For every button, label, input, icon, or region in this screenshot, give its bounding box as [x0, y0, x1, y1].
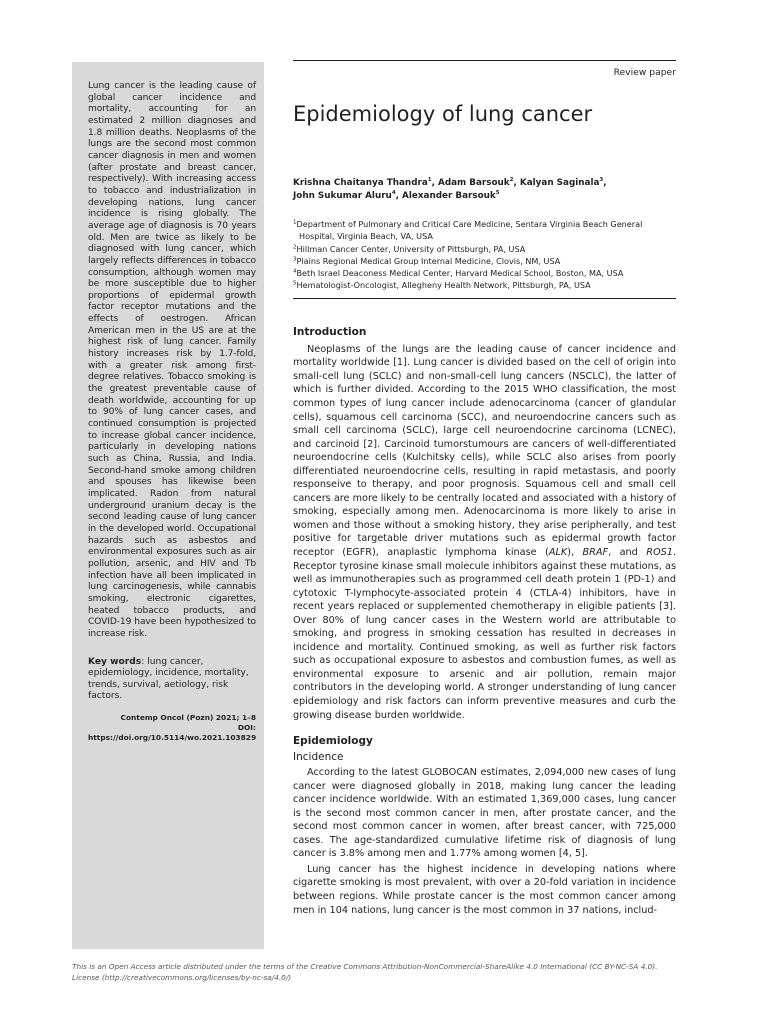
- abstract-sidebar: [72, 62, 264, 949]
- header-rule: [293, 60, 676, 61]
- author-list: [293, 177, 676, 203]
- license-text: This is an Open Access article distributed under the terms of the Creative Commons Attribution-NonCommercial-ShareAlike 4.0 International (CC BY-NC-SA 4.0).: [72, 962, 658, 971]
- author: John Sukumar Aluru$^4$,: [293, 190, 403, 201]
- citation-journal: Contemp Oncol (Pozn) 2021; 1–8: [120, 713, 256, 723]
- keywords: [88, 657, 256, 704]
- article-type-label: Review paper: [613, 67, 676, 78]
- citation: [88, 713, 256, 743]
- author: Krishna Chaitanya Thandra$^1$,: [293, 177, 439, 188]
- keywords-list: : lung cancer, epidemiology, incidence, mortality, trends, survival, aetiology, risk factors.: [88, 656, 249, 702]
- epidemiology-paragraph: According to the latest GLOBOCAN estimates, 2,094,000 new cases of lung cancer were diagnosed globally in 2018, making lung cancer the leading cancer incidence worldwide. With an estimated 1,369,000 cases, lung cancer is the second most common cancer in men, after prostate cancer, and the second most common cancer in women, after breast cancer, with 725,000 cases. The age-standardized cumulative lifetime risk of diagnosis of lung cancer is 3.8% among men and 1.77% among women [4, 5].: [293, 767, 676, 860]
- introduction-paragraph: Neoplasms of the lungs are the leading cause of cancer incidence and mortality worldwide [1]. Lung cancer is divided based on the cell of origin into small-cell lung (SCLC) and non-small-cell lung cancers (NSCLC), the latter of which is further divided. According to the 2015 WHO classification, the most common types of lung cancer include adenocarcinoma (cancer of glandular cells), squamous cell carcinoma (SCC), and neuroendocrine cancers such as small cell carcinoma (SCLC), large cell neuroendocrine carcinoma (LCNEC), and carcinoid [2]. Carcinoid tumorstumours are cancers of well-differentiated neuroendocrine cells (Kulchitsky cells), while SCLC also arises from poorly differentiated neuroendocrine cells, resulting in rapid metastasis, and poorly responseive to therapy, and poor prognosis. Squamous cell and small cell cancers are more likely to be centrally located and associated with a history of smoking, especially among men. Adenocarcinoma is more likely to arise in women and those without a smoking history, they arise peripherally, and test positive for targetable driver mutations such as epidermal growth factor receptor (EGFR), anaplastic lymphoma kinase (ALK), BRAF, and ROS1. Receptor tyrosine kinase small molecule inhibitors against these mutations, as well as immunotherapies such as programmed cell death protein 1 (PD-1) and cytotoxic T-lymphocyte-associated protein 4 (CTLA-4) inhibitors, have in recent years replaced or supplemented chemotherapy in eligible patients [3]. Over 80% of lung cancer cases in the Western world are attributable to smoking, and progress in smoking cessation has resulted in decreases in incidence and mortality. Continued smoking, as well as further risk factors such as occupational exposure to asbestos and combustion fumes, as well as environmental exposure to arsenic and air pollution, remain major contributors in the developing world. A stronger understanding of lung cancer epidemiology and risk factors can inform preventive measures and curb the growing disease burden worldwide.: [293, 343, 676, 721]
- abstract-text: Lung cancer is the leading cause of global cancer incidence and mortality, accounting for an estimated 2 million diagnoses and 1.8 million deaths. Neoplasms of the lungs are the second most common cancer diagnosis in men and women (after prostate and breast cancer, respectively). With increasing access to tobacco and industrialization in developing nations, lung cancer incidence is rising globally. The average age of diagnosis is 70 years old. Men are twice as likely to be diagnosed with lung cancer, which largely reflects differences in tobacco consumption, although women may be more susceptible due to higher proportions of epidermal growth factor receptor mutations and the effects of oestrogen. African American men in the US are at the highest risk of lung cancer. Family history increases risk by 1.7-fold, with a greater risk among first-degree relatives. Tobacco smoking is the greatest preventable cause of death worldwide, accounting for up to 90% of lung cancer cases, and continued consumption is projected to increase global cancer incidence, particularly in developing nations such as China, Russia, and India. Second-hand smoke among children and spouses has likewise been implicated. Radon from natural underground uranium decay is the second leading cause of lung cancer in the developed world. Occupational hazards such as asbestos and environmental exposures such as air pollution, arsenic, and HIV and Tb infection have all been implicated in lung carcinogenesis, while cannabis smoking, electronic cigarettes, heated tobacco products, and COVID-19 have been hypothesized to increase risk.: [88, 81, 256, 639]
- main-column: [293, 60, 676, 917]
- affiliation: $^5$Hematologist-Oncologist, Allegheny Health Network, Pittsburgh, PA, USA: [293, 280, 591, 291]
- epidemiology-paragraph: Lung cancer has the highest incidence in developing nations where cigarette smoking is most prevalent, with over a 20-fold variation in incidence between regions. While prostate cancer is the most common cancer among men in 104 nations, lung cancer is the most common in 37 nations, includ-: [293, 863, 676, 916]
- section-heading-introduction: Introduction: [293, 325, 367, 338]
- affiliation: $^2$Hillman Cancer Center, University of Pittsburgh, PA, USA: [293, 243, 526, 254]
- author: Alexander Barsouk$^5$: [402, 190, 500, 201]
- keywords-label: Key words: [88, 656, 142, 667]
- affiliation: $^4$Beth Israel Deaconess Medical Center, Harvard Medical School, Boston, MA, USA: [293, 268, 624, 279]
- license-footer: [72, 962, 692, 983]
- affiliation: $^3$Plains Regional Medical Group Internal Medicine, Clovis, NM, USA: [293, 255, 561, 266]
- affiliations-rule: [293, 298, 676, 299]
- section-heading-epidemiology: Epidemiology: [293, 735, 373, 748]
- subsection-heading-incidence: Incidence: [293, 751, 344, 764]
- author: Kalyan Saginala$^3$,: [519, 177, 607, 188]
- license-url[interactable]: License (http://creativecommons.org/licenses/by-nc-sa/4.0/): [72, 972, 292, 982]
- article-title: Epidemiology of lung cancer: [293, 102, 593, 126]
- affiliations: [293, 218, 676, 292]
- citation-doi[interactable]: DOI: https://doi.org/10.5114/wo.2021.103829: [88, 723, 257, 743]
- affiliation: $^1$Department of Pulmonary and Critical Care Medicine, Sentara Virginia Beach General Hospital, Virginia Beach, VA, USA: [293, 219, 643, 242]
- author: Adam Barsouk$^2$,: [438, 177, 520, 188]
